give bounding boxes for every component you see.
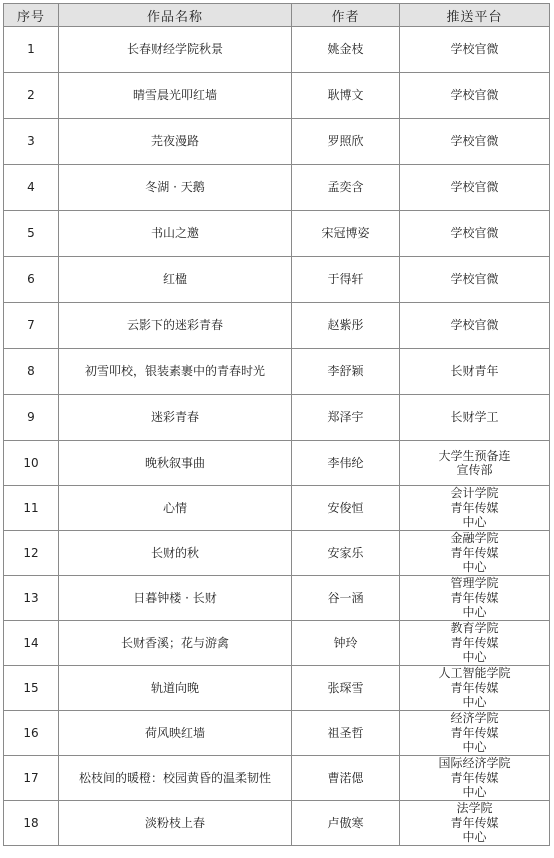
cell-platform-text: 长财学工	[450, 410, 499, 425]
table-row	[4, 211, 550, 257]
cell-title: 长财香溪；花与游禽	[59, 621, 292, 666]
cell-number: 14	[4, 621, 59, 666]
cell-title: 红楹	[59, 257, 292, 303]
table-row	[4, 27, 550, 73]
cell-author: 祖圣哲	[292, 711, 400, 756]
cell-platform	[400, 395, 550, 441]
cell-platform-text: 学校官微	[450, 42, 499, 57]
cell-title: 书山之邀	[59, 211, 292, 257]
cell-author: 李伟纶	[292, 441, 400, 486]
cell-platform	[400, 165, 550, 211]
table-row	[4, 756, 550, 801]
cell-author: 钟玲	[292, 621, 400, 666]
cell-number: 6	[4, 257, 59, 303]
cell-author: 孟奕含	[292, 165, 400, 211]
cell-title: 长财的秋	[59, 531, 292, 576]
cell-author: 安家乐	[292, 531, 400, 576]
header-author: 作者	[292, 4, 400, 27]
cell-platform	[400, 666, 550, 711]
cell-platform-text: 管理学院 青年传媒 中心	[450, 576, 499, 620]
cell-platform-text: 长财青年	[450, 364, 499, 379]
works-table-container	[3, 3, 550, 846]
cell-platform	[400, 73, 550, 119]
cell-author: 谷一涵	[292, 576, 400, 621]
cell-author: 宋冠博姿	[292, 211, 400, 257]
cell-author: 安俊恒	[292, 486, 400, 531]
cell-title: 荷风映红墙	[59, 711, 292, 756]
cell-title: 心情	[59, 486, 292, 531]
cell-author: 于得轩	[292, 257, 400, 303]
table-row	[4, 486, 550, 531]
header-number: 序号	[4, 4, 59, 27]
cell-number: 1	[4, 27, 59, 73]
cell-platform	[400, 303, 550, 349]
table-row	[4, 711, 550, 756]
cell-platform	[400, 119, 550, 165]
cell-platform-text: 法学院 青年传媒 中心	[450, 801, 499, 845]
table-header-row	[4, 4, 550, 27]
table-row	[4, 801, 550, 846]
cell-number: 2	[4, 73, 59, 119]
cell-author: 曹渃偲	[292, 756, 400, 801]
cell-title: 冬湖 · 天鹅	[59, 165, 292, 211]
cell-number: 11	[4, 486, 59, 531]
table-row	[4, 621, 550, 666]
cell-title: 迷彩青春	[59, 395, 292, 441]
cell-platform-text: 学校官微	[450, 134, 499, 149]
table-row	[4, 119, 550, 165]
cell-number: 17	[4, 756, 59, 801]
cell-number: 7	[4, 303, 59, 349]
table-row	[4, 441, 550, 486]
cell-platform-text: 学校官微	[450, 272, 499, 287]
cell-platform	[400, 211, 550, 257]
cell-platform-text: 国际经济学院 青年传媒 中心	[438, 756, 511, 800]
cell-title: 初雪叩校，银装素裹中的青春时光	[59, 349, 292, 395]
cell-platform	[400, 531, 550, 576]
cell-author: 卢傲寒	[292, 801, 400, 846]
header-title: 作品名称	[59, 4, 292, 27]
table-row	[4, 395, 550, 441]
cell-platform	[400, 257, 550, 303]
cell-author: 姚金枝	[292, 27, 400, 73]
cell-platform	[400, 486, 550, 531]
cell-platform	[400, 27, 550, 73]
cell-number: 16	[4, 711, 59, 756]
cell-platform-text: 金融学院 青年传媒 中心	[450, 531, 499, 575]
cell-title: 晴雪晨光叩红墙	[59, 73, 292, 119]
cell-platform-text: 人工智能学院 青年传媒 中心	[438, 666, 511, 710]
table-row	[4, 349, 550, 395]
cell-number: 5	[4, 211, 59, 257]
cell-platform-text: 经济学院 青年传媒 中心	[450, 711, 499, 755]
cell-platform-text: 学校官微	[450, 88, 499, 103]
cell-platform	[400, 801, 550, 846]
cell-platform-text: 大学生预备连 宣传部	[438, 448, 511, 477]
cell-author: 郑泽宇	[292, 395, 400, 441]
table-row	[4, 257, 550, 303]
cell-platform	[400, 756, 550, 801]
table-row	[4, 666, 550, 711]
cell-title: 晚秋叙事曲	[59, 441, 292, 486]
works-table	[3, 3, 550, 846]
cell-author: 张琛雪	[292, 666, 400, 711]
cell-number: 3	[4, 119, 59, 165]
cell-title: 淡粉枝上春	[59, 801, 292, 846]
cell-number: 15	[4, 666, 59, 711]
cell-platform	[400, 576, 550, 621]
cell-platform-text: 会计学院 青年传媒 中心	[450, 486, 499, 530]
cell-platform-text: 学校官微	[450, 318, 499, 333]
cell-title: 松枝间的暖橙：校园黄昏的温柔韧性	[59, 756, 292, 801]
cell-author: 赵紫彤	[292, 303, 400, 349]
table-row	[4, 531, 550, 576]
cell-platform	[400, 621, 550, 666]
cell-platform-text: 教育学院 青年传媒 中心	[450, 621, 499, 665]
cell-platform	[400, 441, 550, 486]
cell-number: 9	[4, 395, 59, 441]
cell-author: 耿博文	[292, 73, 400, 119]
cell-number: 12	[4, 531, 59, 576]
cell-author: 李舒颖	[292, 349, 400, 395]
cell-title: 日暮钟楼 · 长财	[59, 576, 292, 621]
cell-author: 罗照欣	[292, 119, 400, 165]
cell-platform	[400, 711, 550, 756]
cell-number: 8	[4, 349, 59, 395]
cell-platform-text: 学校官微	[450, 180, 499, 195]
cell-title: 长春财经学院秋景	[59, 27, 292, 73]
cell-number: 4	[4, 165, 59, 211]
table-row	[4, 165, 550, 211]
table-row	[4, 576, 550, 621]
cell-number: 18	[4, 801, 59, 846]
cell-title: 芫夜漫路	[59, 119, 292, 165]
cell-number: 10	[4, 441, 59, 486]
cell-platform-text: 学校官微	[450, 226, 499, 241]
table-row	[4, 303, 550, 349]
table-row	[4, 73, 550, 119]
table-body	[4, 27, 550, 846]
cell-platform	[400, 349, 550, 395]
cell-title: 云影下的迷彩青春	[59, 303, 292, 349]
cell-number: 13	[4, 576, 59, 621]
header-platform: 推送平台	[400, 4, 550, 27]
cell-title: 轨道向晚	[59, 666, 292, 711]
